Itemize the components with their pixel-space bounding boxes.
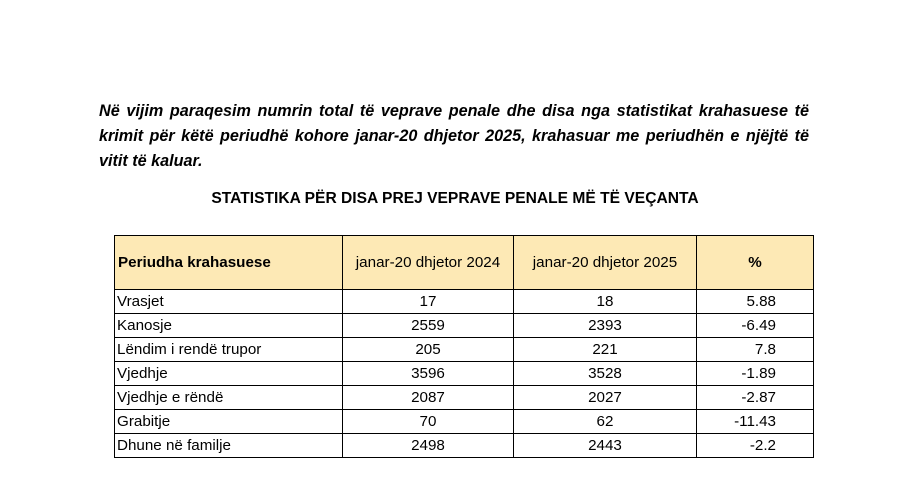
table-row — [115, 314, 814, 338]
row-value-2024: 2559 — [343, 314, 514, 338]
row-crime-name: Vjedhje e rëndë — [115, 386, 343, 410]
row-value-2025: 3528 — [514, 362, 697, 386]
header-period-2025: janar-20 dhjetor 2025 — [514, 236, 697, 290]
row-value-2024: 2498 — [343, 434, 514, 458]
row-percent-change: -11.43 — [697, 410, 814, 434]
row-value-2024: 2087 — [343, 386, 514, 410]
row-percent-change: -2.87 — [697, 386, 814, 410]
row-value-2024: 70 — [343, 410, 514, 434]
row-value-2024: 3596 — [343, 362, 514, 386]
row-crime-name: Lëndim i rendë trupor — [115, 338, 343, 362]
row-value-2025: 62 — [514, 410, 697, 434]
row-value-2025: 18 — [514, 290, 697, 314]
table-row — [115, 410, 814, 434]
row-value-2025: 221 — [514, 338, 697, 362]
table-body — [115, 290, 814, 458]
row-crime-name: Dhune në familje — [115, 434, 343, 458]
row-percent-change: -6.49 — [697, 314, 814, 338]
table-header — [115, 236, 814, 290]
row-value-2024: 205 — [343, 338, 514, 362]
row-crime-name: Kanosje — [115, 314, 343, 338]
row-percent-change: 7.8 — [697, 338, 814, 362]
row-percent-change: -2.2 — [697, 434, 814, 458]
row-value-2025: 2027 — [514, 386, 697, 410]
row-value-2025: 2393 — [514, 314, 697, 338]
header-percent: % — [697, 236, 814, 290]
header-comparison-period: Periudha krahasuese — [115, 236, 343, 290]
row-crime-name: Vjedhje — [115, 362, 343, 386]
row-crime-name: Vrasjet — [115, 290, 343, 314]
table-row — [115, 290, 814, 314]
table-row — [115, 362, 814, 386]
crime-statistics-table — [114, 235, 814, 458]
row-crime-name: Grabitje — [115, 410, 343, 434]
row-percent-change: 5.88 — [697, 290, 814, 314]
row-value-2025: 2443 — [514, 434, 697, 458]
table-row — [115, 386, 814, 410]
row-percent-change: -1.89 — [697, 362, 814, 386]
table-header-row — [115, 236, 814, 290]
intro-paragraph: Në vijim paraqesim numrin total të veprave penale dhe disa nga statistikat krahasuese të krimit për këtë periudhë kohore janar-20 dhjetor 2025, krahasuar me periudhën e njëjtë të vitit të kaluar. — [99, 102, 809, 170]
section-title: STATISTIKA PËR DISA PREJ VEPRAVE PENALE MË TË VEÇANTA — [211, 190, 699, 207]
header-period-2024: janar-20 dhjetor 2024 — [343, 236, 514, 290]
table-row — [115, 338, 814, 362]
table-row — [115, 434, 814, 458]
row-value-2024: 17 — [343, 290, 514, 314]
